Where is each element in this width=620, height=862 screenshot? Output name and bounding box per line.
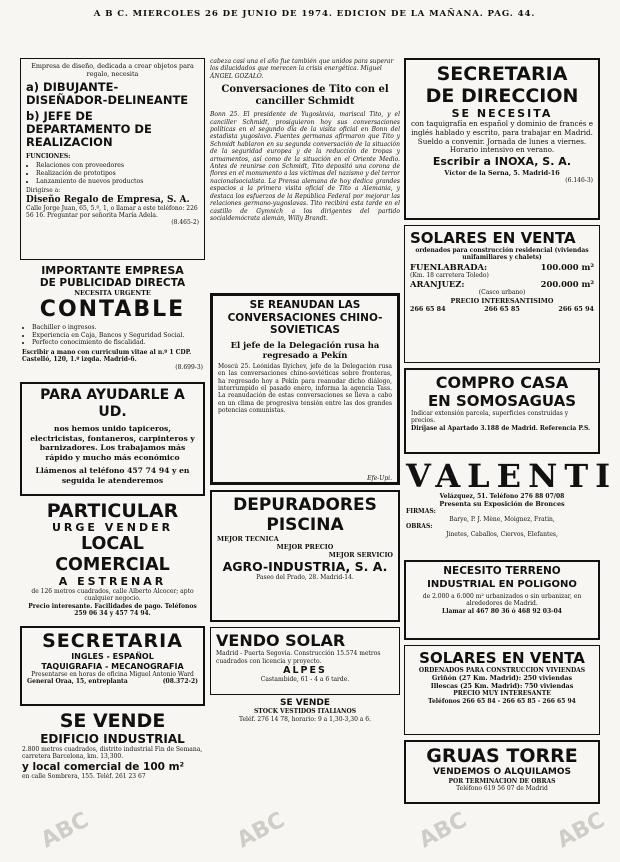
ad-intro: Empresa de diseño, dedicada a crear objetos para regalo, necesita (31, 62, 194, 78)
requirements-list (32, 324, 203, 347)
ad-secretaria-ingles (20, 626, 205, 706)
firmas-label: FIRMAS: (406, 508, 436, 516)
ad-local-comercial (20, 501, 205, 621)
ad-line: DE DIRECCION (425, 85, 579, 107)
ad-sub: ordenados para construcción residencial (viviendas unifamiliares y chalets) (415, 247, 589, 262)
plot-location: ARANJUEZ: (410, 279, 465, 290)
watermark: ABC (37, 807, 93, 854)
ad-compro-casa (404, 368, 600, 454)
ad-line: VENDEMOS O ALQUILAMOS (432, 767, 572, 777)
ad-contact: Diríjase al Apartado 3.188 de Madrid. Referencia P.S. (411, 424, 591, 432)
ad-line: MEJOR SERVICIO (328, 551, 393, 560)
ad-line: INGLES - ESPAÑOL (71, 652, 154, 661)
ad-line: EDIFICIO INDUSTRIAL (40, 732, 185, 746)
ad-sub: ORDENADOS PARA CONSTRUCCION VIVIENDAS (418, 667, 586, 674)
ad-line: SECRETARIA (436, 63, 568, 85)
funciones-title: FUNCIONES: (26, 153, 71, 160)
company-name: AGRO-INDUSTRIA, S. A. (222, 559, 388, 575)
ad-body: Presentarse en horas de oficina Miguel Antonio Ward (31, 671, 194, 678)
plot-size: 100.000 m² (540, 261, 594, 272)
ad-secretaria-direccion (404, 58, 600, 220)
plot-note: (Km. 18 carretera Toledo) (410, 271, 489, 279)
ad-line: URGE VENDER (51, 521, 174, 534)
ad-address: Velázquez, 51. Teléfono 276 88 07/08 (439, 493, 565, 500)
ad-address: en calle Sombrera, 155. Teléf. 261 23 67 (22, 773, 146, 781)
ad-line: POR TERMINACION DE OBRAS (448, 778, 556, 785)
ad-line: MEJOR TECNICA (217, 535, 279, 544)
list-item: • Perfecto conocimiento de fiscalidad. (32, 339, 203, 347)
ad-line: Griñón (27 Km. Madrid): 250 viviendas (431, 674, 573, 683)
ad-vendo-solar (210, 627, 400, 695)
box-body: Moscú 25. Leónidas Ilyichev, jefe de la Delegación rusa en las conversaciones chino-soviéticas sobre fronteras, ha regresado hoy a Pekín para reanudar dicho diálogo, interrumpido el pasado enero, informa la agencia Tass. La reanudación de estas conversaciones se lleva a cabo en un clima de progresiva tensión entre las dos grandes potencias comunistas. (218, 362, 392, 415)
phone: 266 65 85 (484, 304, 520, 313)
phones-row (410, 305, 594, 313)
ad-call: Llamar al 467 80 36 ó 468 92 03-04 (442, 607, 562, 615)
ad-line: LOCAL COMERCIAL (55, 534, 170, 575)
list-item: • Experiencia en Caja, Bancos y Seguridad Social. (32, 332, 203, 340)
firmas-value: Barye, P. J. Mène, Moignez, Fratin, (449, 515, 555, 523)
list-item: • Relaciones con proveedores (36, 162, 199, 170)
column-1 (20, 58, 205, 800)
ad-line: STOCK VESTIDOS ITALIANOS (253, 708, 357, 716)
ad-line: DE PUBLICIDAD DIRECTA (39, 277, 186, 289)
ad-ref: (08.372-2) (162, 678, 198, 686)
ad-price: Precio interesante. Facilidades de pago. Teléfonos 259 06 34 y 457 74 94. (28, 602, 197, 618)
plot-note: (Casco urbano) (478, 289, 526, 297)
ad-line: SE NECESITA (451, 107, 553, 120)
ad-big-title: CONTABLE (39, 297, 186, 322)
ad-line: NECESITO TERRENO (443, 565, 561, 577)
plot-row (410, 262, 594, 272)
ad-ref: (8.699-3) (175, 363, 203, 371)
ad-present: Presenta su Exposición de Bronces (439, 500, 565, 509)
ad-line: SE VENDE (279, 698, 331, 709)
ad-price: PRECIO MUY INTERESANTE (453, 690, 551, 698)
column-3 (404, 58, 618, 809)
list-item: • Lanzamiento de nuevos productos (36, 178, 199, 186)
ad-title: SOLARES EN VENTA (419, 649, 585, 667)
ad-solares-fuenlabrada (404, 225, 600, 363)
dirigirse-label: Dirigirse a: (26, 187, 61, 195)
watermark: ABC (553, 807, 609, 854)
ad-line: Teléf. 276 14 78, horario: 9 a 1,30-3,30 a 6. (238, 715, 372, 723)
ad-local: y local comercial de 100 m² (22, 760, 185, 773)
box-subheadline: El jefe de la Delegación rusa ha regresado a Pekín (230, 339, 380, 360)
obras-label: OBRAS: (406, 523, 433, 531)
column-2 (210, 58, 400, 723)
ad-line: PISCINA (266, 515, 344, 536)
ad-line: NECESITA URGENTE (74, 289, 151, 297)
ad-contable (20, 265, 205, 377)
ad-line: IMPORTANTE EMPRESA (41, 264, 184, 277)
ad-line: MEJOR PRECIO (276, 543, 334, 552)
plot-size: 200.000 m² (540, 279, 594, 290)
list-item: • Bachiller o ingresos. (32, 324, 203, 332)
ad-solares-grinon (404, 645, 600, 735)
ad-contact: Escribir a mano con curriculum vitae al n.º 1 CDP. Castelló, 120, 1.º izqda. Madrid-6. (22, 348, 192, 364)
ad-body: Indicar extensión parcela, superficies construidas y precios. (411, 410, 569, 425)
ad-body: con taquigrafía en español y dominio de francés e inglés hablado y escrito, para trabajar en Madrid. Sueldo a convenir. Jornada de lunes a viernes. Horario intensivo en verano. (411, 119, 593, 155)
ad-body: nos hemos unido tapiceros, electricistas, fontaneros, carpinteros y barnizadores. Los trabajamos más rápido y mucho más económico (30, 424, 195, 462)
ad-title: VENDO SOLAR (216, 631, 346, 651)
phone: 266 65 84 (410, 304, 446, 313)
ad-address: Víctor de la Serna, 5. Madrid-16 (444, 169, 560, 178)
ad-address: Paseo del Prado, 28. Madrid-14. (256, 574, 354, 582)
ad-body: Madrid - Puerta Segovia. Construcción 15.574 metros cuadrados con licencia y proyecto. (216, 650, 381, 665)
ad-body: 2.800 metros cuadrados, distrito industrial Fin de Semana, carretera Barcelona, km. 13,300. (22, 746, 203, 761)
article-headline: Conversaciones de Tito con el canciller Schmidt (221, 84, 389, 108)
ad-body: de 2.000 a 6.000 m² urbanizados o sin urbanizar, en alrededores de Madrid. (422, 593, 582, 608)
ad-line: TAQUIGRAFIA - MECANOGRAFIA (41, 661, 184, 671)
ad-title: PARA AYUDARLE A UD. (40, 387, 185, 420)
ad-title: SOLARES EN VENTA (410, 229, 576, 247)
list-item: • Realización de prototipos (36, 170, 199, 178)
article-tail: cabeza casi una el año fue también que unidos para superar los dilucidados que merecen la crisis energética. Miguel ÁNGEL GOZALO. (210, 58, 394, 80)
box-signature: Efe-Upi. (367, 474, 392, 482)
ad-escribir: Escribir a INOXA, S. A. (432, 155, 572, 169)
ad-vestidos (210, 698, 400, 723)
watermark: ABC (233, 807, 289, 854)
ad-line: A ESTRENAR (58, 575, 167, 588)
ad-dibujante (20, 58, 205, 260)
ad-price: PRECIO INTERESANTISIMO (450, 296, 554, 305)
ad-title: VALENTI (406, 457, 618, 495)
article-body: Bonn 25. El presidente de Yugoslavia, mariscal Tito, y el canciller Schmidt, prosiguieron hoy sus conversaciones políticas en el segundo día de la visita oficial en Bonn del estadista yugoslavo. Fuentes germanas afirmaron que Tito y Schmidt hablaron en su segunda conversación de la situación de la seguridad europea y de la reducción de tropas y armamentos, así como de la situación en el Oriente Medio. Antes de reunirse con Schmidt, Tito depositó una corona de flores en el monumento a las víctimas del nazismo y del terror nacionalsocialista. La Prensa alemana de hoy dedica grandes espacios a la primera visita oficial de Tito a Alemania, y destaca los esfuerzos de la República Federal por mejorar las relaciones germano-yugoslavas. Tito recibirá esta tarde en el castillo de Gymnich a los dirigentes del partido socialdemócrata alemán, Willy Brandt. (210, 111, 400, 222)
ad-depuradores (210, 490, 400, 622)
ad-ayudarle (20, 382, 205, 496)
plot-row (410, 279, 594, 289)
ad-position-b: b) JEFE DE DEPARTAMENTO DE REALIZACION (26, 109, 152, 149)
plot-location: FUENLABRADA: (410, 261, 488, 272)
page-header: A B C. MIERCOLES 26 DE JUNIO DE 1974. EDICION DE LA MAÑANA. PAG. 44. (93, 9, 536, 19)
ad-ref: (6.146-3) (565, 177, 593, 185)
ad-edificio-industrial (20, 711, 205, 795)
funciones-list (36, 162, 199, 185)
ad-body: de 126 metros cuadrados, calle Alberto Alcocer; apto cualquier negocio. (31, 588, 194, 603)
watermark: ABC (415, 807, 471, 854)
ad-phones: Teléfonos 266 65 84 - 266 65 85 - 266 65 94 (428, 697, 576, 705)
ad-gruas-torre (404, 740, 600, 804)
ad-line: COMPRO CASA (435, 373, 569, 392)
ad-address: General Oraa, 15, entreplanta (27, 678, 128, 686)
ad-line: DEPURADORES (233, 495, 377, 516)
news-box-china-urss (210, 293, 400, 485)
ad-address: Calle Jorge Juan, 65, 5.º, 1, o llamar a este teléfono: 226 56 16. Preguntar por señorita María Adela. (26, 204, 198, 219)
ad-name: ALPES (283, 665, 327, 677)
company-name: Diseño Regalo de Empresa, S. A. (26, 194, 190, 205)
ad-ref: (8.465-2) (171, 219, 199, 227)
ad-title: SECRETARIA (42, 630, 183, 652)
ad-line: Teléfono 619 56 07 de Madrid (456, 785, 548, 793)
obras-value: Jinetes, Caballos, Ciervos, Elefantes, (446, 530, 558, 538)
ad-line: PARTICULAR (46, 500, 179, 522)
ad-line: SE VENDE (59, 710, 166, 732)
phone: 266 65 94 (558, 304, 594, 313)
ad-position-a: a) DIBUJANTE-DISEÑADOR-DELINEANTE (26, 80, 189, 107)
box-headline: SE REANUDAN LAS CONVERSACIONES CHINO-SOVIETICAS (227, 299, 383, 337)
ad-address-row (27, 678, 198, 685)
ad-title: GRUAS TORRE (426, 745, 578, 767)
ad-valenti (404, 457, 618, 555)
ad-address: Castambide, 61 - 4 a 6 tarde. (260, 676, 350, 684)
ad-line: INDUSTRIAL EN POLIGONO (427, 579, 577, 590)
ad-terreno-industrial (404, 560, 600, 640)
ad-line: Illescas (25 Km. Madrid): 750 viviendas (430, 682, 574, 691)
ad-line: EN SOMOSAGUAS (427, 392, 577, 410)
ad-call: Llámenos al teléfono 457 74 94 y en seguida le atenderemos (35, 466, 190, 485)
